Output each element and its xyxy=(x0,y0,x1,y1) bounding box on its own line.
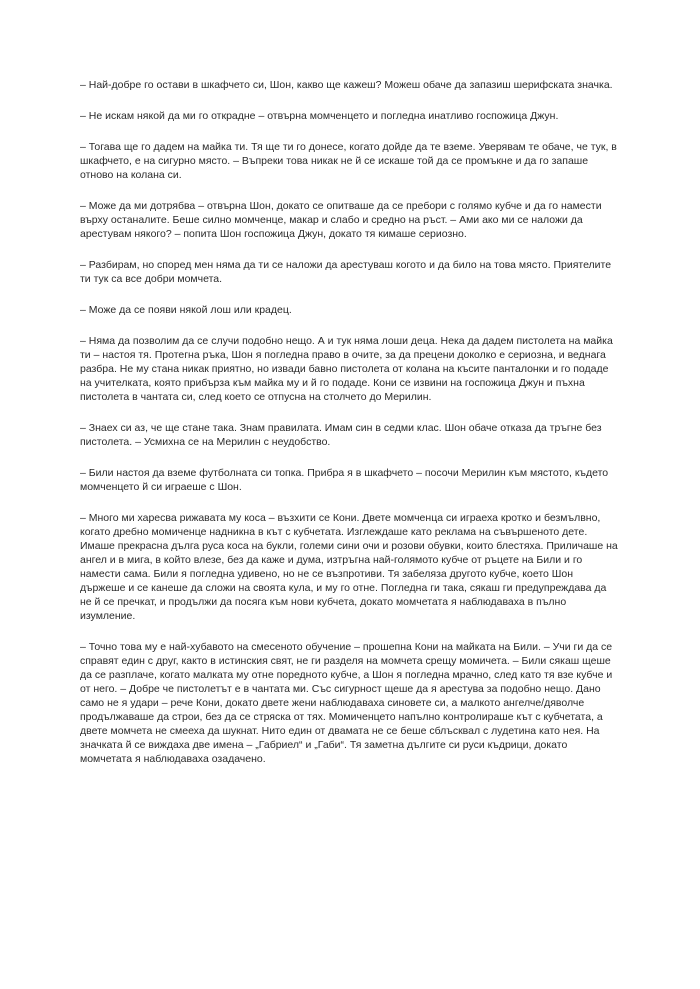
paragraph-11: – Точно това му е най-хубавото на смесеното обучение – прошепна Кони на майката на Били. – Учи ги да се справят един с друг, както в истинския свят, не ги разделя на момчета срещу момичета. – Били сякаш щеше да се разплаче, когато малката му отне поредното кубче, а Шон я погледна мрачно, след като тя взе кубче и от него. – Добре че пистолетът е в чантата ми. Със сигурност щеше да я арестува за подобно нещо. Дано само не я удари – рече Кони, докато двете жени наблюдаваха синовете си, а малкото ангелче/дяволче продължаваше да строи, без да се стряска от тях. Момиченцето напълно контролираше кът с кубчетата, а двете момчета не смееха да шукнат. Нито един от двамата не се беше сблъсквал с лудетина като нея. На значката й се виждаха две имена – „Габриел“ и „Габи“. Тя заметна дългите си руси къдрици, докато момчетата я наблюдаваха озадачено. xyxy=(80,641,613,765)
paragraph-4: – Може да ми дотрябва – отвърна Шон, докато се опитваше да се пребори с голямо кубче и да го намести върху останалите. Беше силно момченце, макар и слабо и средно на ръст. – Ами ако ми се наложи да арестувам някого? – попита Шон госпожица Джун, докато тя кимаше сериозно. xyxy=(80,200,602,240)
paragraph-5: – Разбирам, но според мен няма да ти се наложи да арестуваш когото и да било на това място. Приятелите ти тук са все добри момчета. xyxy=(80,259,612,285)
paragraph-9: – Били настоя да вземе футболната си топка. Прибра я в шкафчето – посочи Мерилин към мястото, където момченцето й си играеше с Шон. xyxy=(80,467,609,493)
paragraph-8: – Знаех си аз, че ще стане така. Знам правилата. Имам син в седми клас. Шон обаче отказа да тръгне без пистолета. – Усмихна се на Мерилин с неудобство. xyxy=(80,422,602,448)
paragraph-7: – Няма да позволим да се случи подобно нещо. А и тук няма лоши деца. Нека да дадем пистолета на майка ти – настоя тя. Протегна ръка, Шон я погледна право в очите, за да прецени доколко е сериозна, и веднага разбра. Не му стана никак приятно, но извади бавно пистолета от колана на късите панталонки и го подаде на учителката, която прибърза към майка му и й го подаде. Кони се извини на госпожица Джун и пъхна пистолета в чантата си, след което се отпусна на столчето до Мерилин. xyxy=(80,335,613,403)
paragraph-1: – Най-добре го остави в шкафчето си, Шон, какво ще кажеш? Можеш обаче да запазиш шерифската значка. xyxy=(80,79,613,91)
paragraph-3: – Тогава ще го дадем на майка ти. Тя ще ти го донесе, когато дойде да те вземе. Уверявам те обаче, че тук, в шкафчето, е на сигурно място. – Въпреки това никак не й се искаше той да се промъкне и да го запаше отново на колана си. xyxy=(80,141,617,181)
paragraph-2: – Не искам някой да ми го открадне – отвърна момченцето и погледна инатливо госпожица Джун. xyxy=(80,110,559,122)
paragraph-6: – Може да се появи някой лош или крадец. xyxy=(80,304,292,316)
paragraph-10: – Много ми харесва рижавата му коса – възхити се Кони. Двете момченца си играеха кротко и безмълвно, когато дребно момиченце надникна в кът с кубчетата. Изглеждаше като реклама на съвършеното дете. Имаше прекрасна дълга руса коса на букли, големи сини очи и розови обувки, които блестяха. Приличаше на ангел и в мига, в който влезе, без да каже и дума, изтръгна най-голямото кубче от ръцете на Били и го намести сама. Били я погледна удивено, но не се възпротиви. Тя забеляза другото кубче, което Шон държеше и се канеше да сложи на своята кула, и му го отне. Погледна ги така, сякаш ги предупреждава да не й се пречкат, и продължи да посяга към нови кубчета, докато момчетата я наблюдаваха в пълно изумление. xyxy=(80,512,618,622)
